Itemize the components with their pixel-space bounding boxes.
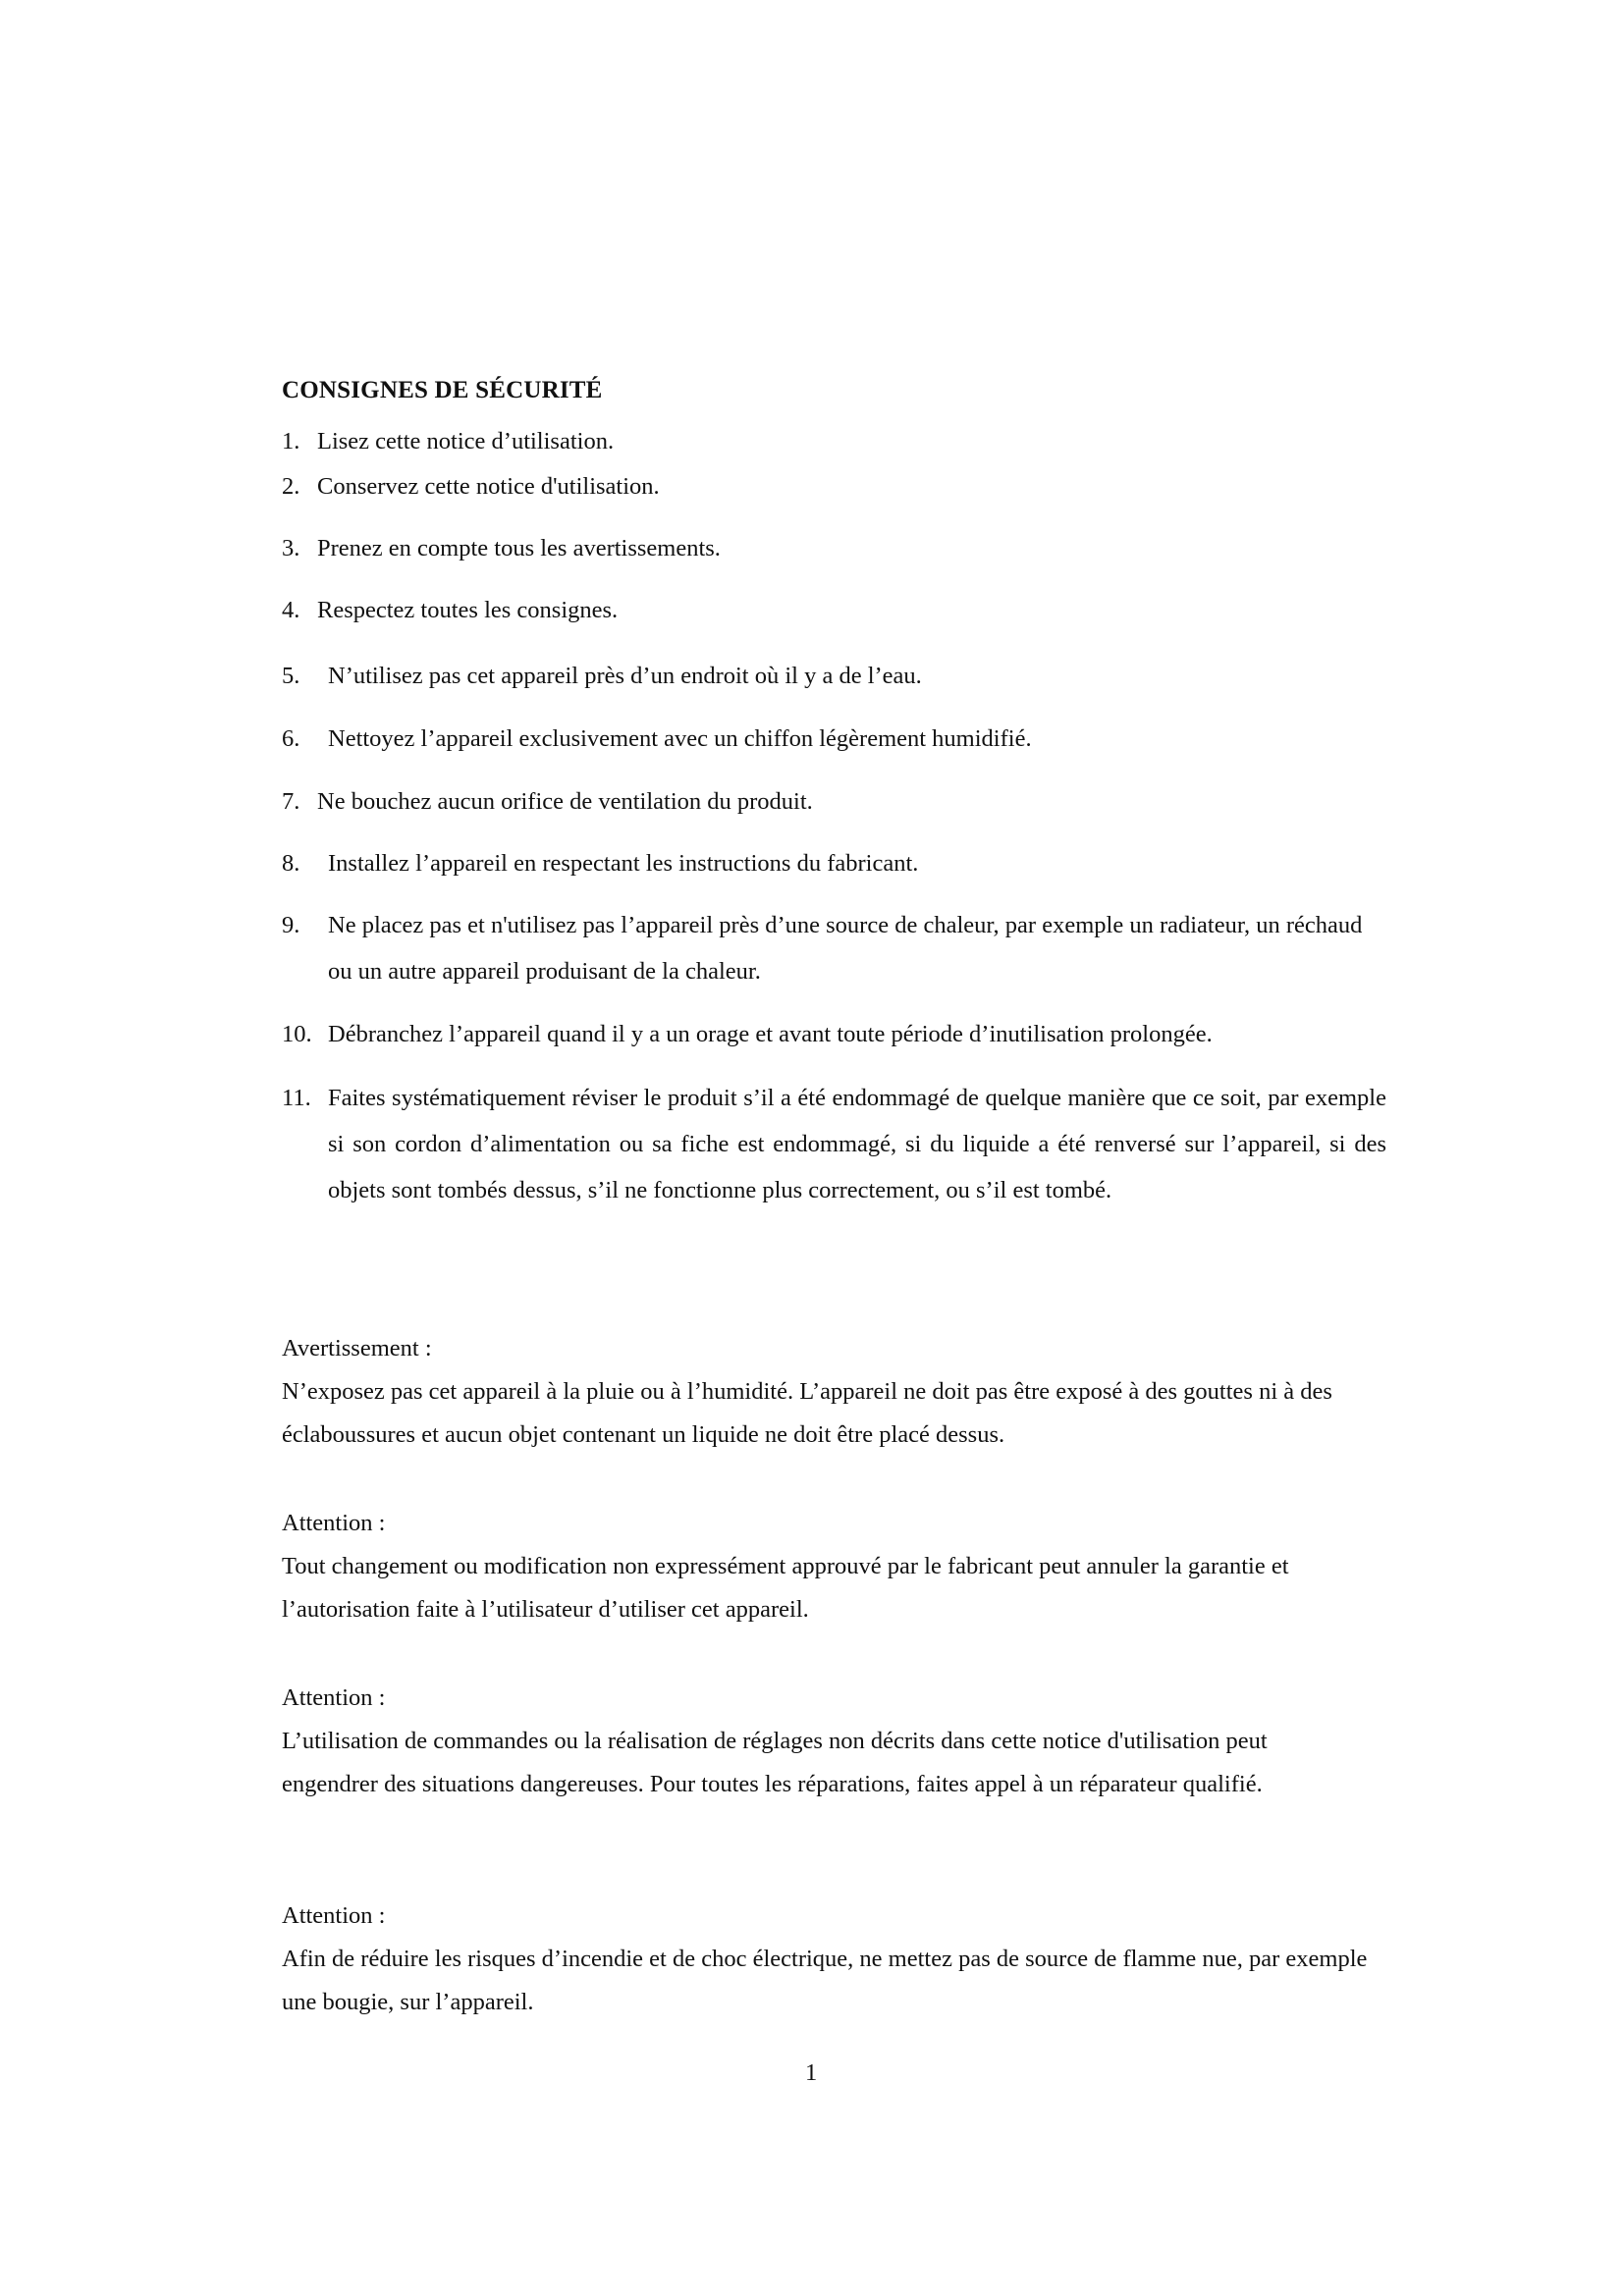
- list-item-text: Ne bouchez aucun orifice de ventilation du produit.: [317, 788, 813, 815]
- list-item: [282, 463, 1391, 509]
- notice-text: Afin de réduire les risques d’incendie et de choc électrique, ne mettez pas de source de flamme nue, par exemple une bougie, sur l’appareil.: [282, 1946, 1368, 2015]
- list-item: [282, 653, 1391, 699]
- list-item: [282, 1011, 1391, 1057]
- list-item-text: Prenez en compte tous les avertissements.: [317, 535, 721, 561]
- notice-text: Tout changement ou modification non expressément approuvé par le fabricant peut annuler la garantie et l’autorisation faite à l’utilisateur d’utiliser cet appareil.: [282, 1553, 1289, 1623]
- page-number: 1: [805, 2059, 818, 2086]
- list-item-number: 8.: [282, 850, 300, 877]
- list-item-number: 5.: [282, 663, 300, 689]
- list-item: [282, 840, 1391, 886]
- list-item: [282, 1075, 1386, 1213]
- list-item: [282, 716, 1391, 762]
- notice-label: Attention :: [282, 1684, 386, 1711]
- list-item-number: 7.: [282, 788, 300, 815]
- list-item-number: 4.: [282, 597, 300, 623]
- notice-label: Attention :: [282, 1510, 386, 1536]
- list-item-number: 2.: [282, 473, 300, 500]
- notice-text: N’exposez pas cet appareil à la pluie ou à l’humidité. L’appareil ne doit pas être exposé à des gouttes ni à des éclaboussures et aucun objet contenant un liquide ne doit être placé dessus.: [282, 1378, 1332, 1448]
- list-item-text: Ne placez pas et n'utilisez pas l’appareil près d’une source de chaleur, par exemple un radiateur, un réchaud ou un autre appareil produisant de la chaleur.: [328, 912, 1363, 985]
- notice-label: Avertissement :: [282, 1335, 432, 1362]
- notice-label: Attention :: [282, 1902, 386, 1929]
- list-item: [282, 525, 1391, 571]
- page-title: CONSIGNES DE SÉCURITÉ: [282, 377, 603, 403]
- list-item-number: 1.: [282, 428, 300, 454]
- list-item: [282, 778, 1391, 825]
- list-item-text: Faites systématiquement réviser le produit s’il a été endommagé de quelque manière que ce soit, par exemple si son cordon d’alimentation ou sa fiche est endommagé, si du liquide a été renversé sur l’appareil, si des objets sont tombés dessus, s’il ne fonctionne plus correctement, ou s’il est tombé.: [328, 1085, 1386, 1203]
- list-item-text: N’utilisez pas cet appareil près d’un endroit où il y a de l’eau.: [328, 663, 922, 689]
- list-item: [282, 587, 1391, 633]
- list-item: [282, 418, 1391, 464]
- list-item-number: 6.: [282, 725, 300, 752]
- list-item-number: 9.: [282, 912, 300, 938]
- list-item-text: Installez l’appareil en respectant les instructions du fabricant.: [328, 850, 919, 877]
- list-item-text: Conservez cette notice d'utilisation.: [317, 473, 660, 500]
- list-item-number: 3.: [282, 535, 300, 561]
- list-item-text: Débranchez l’appareil quand il y a un orage et avant toute période d’inutilisation prolongée.: [328, 1021, 1213, 1047]
- list-item: [282, 902, 1391, 994]
- list-item-number: 11.: [282, 1085, 311, 1111]
- list-item-number: 10.: [282, 1021, 312, 1047]
- notice-text: L’utilisation de commandes ou la réalisation de réglages non décrits dans cette notice d'utilisation peut engendrer des situations dangereuses. Pour toutes les réparations, faites appel à un réparateur qualifié.: [282, 1728, 1268, 1797]
- list-item-text: Nettoyez l’appareil exclusivement avec un chiffon légèrement humidifié.: [328, 725, 1032, 752]
- list-item-text: Respectez toutes les consignes.: [317, 597, 619, 623]
- list-item-text: Lisez cette notice d’utilisation.: [317, 428, 615, 454]
